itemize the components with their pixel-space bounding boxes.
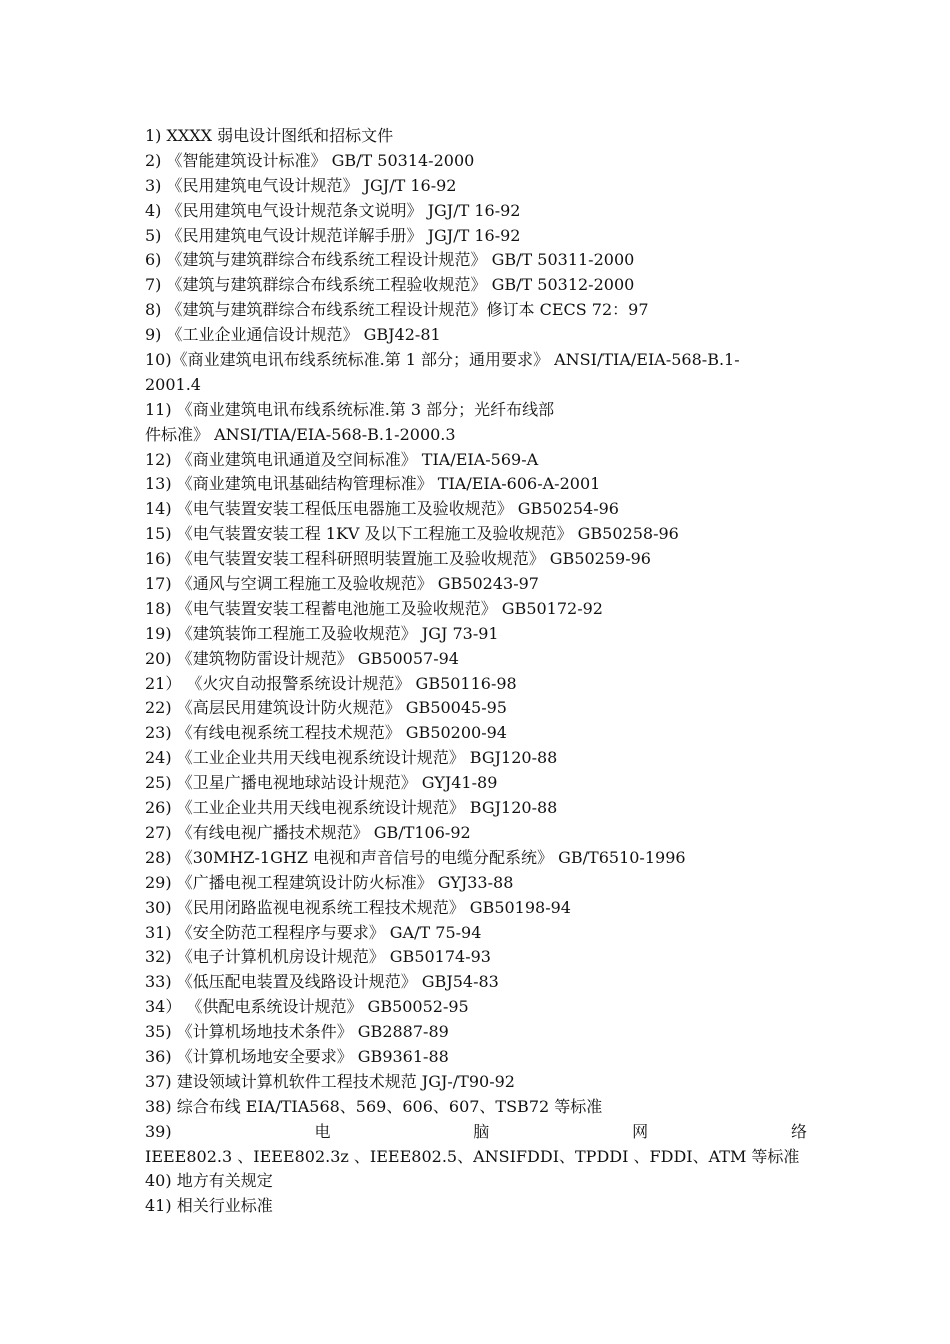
list-item: 40) 地方有关规定 (145, 1171, 273, 1191)
list-item: 11) 《商业建筑电讯布线系统标准.第 3 部分；光纤布线部 (145, 399, 555, 419)
list-item: 6) 《建筑与建筑群综合布线系统工程设计规范》 GB/T 50311-2000 (145, 250, 635, 270)
list-item: 15) 《电气装置安装工程 1KV 及以下工程施工及验收规范》 GB50258-96 (145, 524, 679, 544)
list-item-word: 脑 (473, 1121, 490, 1141)
standards-list (145, 124, 807, 1219)
list-item: 4) 《民用建筑电气设计规范条文说明》 JGJ/T 16-92 (145, 200, 521, 220)
list-item: 14) 《电气装置安装工程低压电器施工及验收规范》 GB50254-96 (145, 499, 619, 519)
list-item: 31) 《安全防范工程程序与要求》 GA/T 75-94 (145, 922, 482, 942)
list-item: 41) 相关行业标准 (145, 1196, 273, 1216)
list-item: 8) 《建筑与建筑群综合布线系统工程设计规范》修订本 CECS 72：97 (145, 300, 649, 320)
list-item: 26) 《工业企业共用天线电视系统设计规范》 BGJ120-88 (145, 798, 558, 818)
list-item: 37) 建设领域计算机软件工程技术规范 JGJ-/T90-92 (145, 1071, 515, 1091)
list-item: 38) 综合布线 EIA/TIA568、569、606、607、TSB72 等标准 (145, 1096, 603, 1116)
list-item-word: 络 (790, 1121, 807, 1141)
list-item: 35) 《计算机场地技术条件》 GB2887-89 (145, 1022, 449, 1042)
list-item: 18) 《电气装置安装工程蓄电池施工及验收规范》 GB50172-92 (145, 598, 603, 618)
list-item: 2) 《智能建筑设计标准》 GB/T 50314-2000 (145, 150, 475, 170)
list-item: 30) 《民用闭路监视电视系统工程技术规范》 GB50198-94 (145, 897, 571, 917)
list-item: 22) 《高层民用建筑设计防火规范》 GB50045-95 (145, 698, 507, 718)
list-item: 27) 《有线电视广播技术规范》 GB/T106-92 (145, 822, 471, 842)
list-item: 9) 《工业企业通信设计规范》 GBJ42-81 (145, 325, 441, 345)
list-item: 28) 《30MHZ-1GHZ 电视和声音信号的电缆分配系统》 GB/T6510-1996 (145, 847, 686, 867)
list-item: 3) 《民用建筑电气设计规范》 JGJ/T 16-92 (145, 175, 457, 195)
list-item-word: 网 (632, 1121, 649, 1141)
list-item: 5) 《民用建筑电气设计规范详解手册》 JGJ/T 16-92 (145, 225, 521, 245)
list-item: 29) 《广播电视工程建筑设计防火标准》 GYJ33-88 (145, 872, 514, 892)
list-item-continuation: 2001.4 (145, 374, 201, 394)
list-item: 19) 《建筑装饰工程施工及验收规范》 JGJ 73-91 (145, 623, 499, 643)
list-item: 1) XXXX 弱电设计图纸和招标文件 (145, 126, 394, 145)
list-item-number: 39) (145, 1121, 172, 1141)
list-item: 12) 《商业建筑电讯通道及空间标准》 TIA/EIA-569-A (145, 449, 539, 469)
list-item: 23) 《有线电视系统工程技术规范》 GB50200-94 (145, 723, 507, 743)
list-item: 24) 《工业企业共用天线电视系统设计规范》 BGJ120-88 (145, 748, 558, 768)
list-item: 32) 《电子计算机机房设计规范》 GB50174-93 (145, 947, 491, 967)
list-item: 16) 《电气装置安装工程科研照明装置施工及验收规范》 GB50259-96 (145, 549, 651, 569)
list-item: 36) 《计算机场地安全要求》 GB9361-88 (145, 1046, 449, 1066)
list-item: 17) 《通风与空调工程施工及验收规范》 GB50243-97 (145, 574, 539, 594)
list-item: 20) 《建筑物防雷设计规范》 GB50057-94 (145, 648, 459, 668)
list-item-continuation: 件标准》 ANSI/TIA/EIA-568-B.1-2000.3 (145, 424, 456, 444)
list-item: 25) 《卫星广播电视地球站设计规范》 GYJ41-89 (145, 773, 498, 793)
list-item: 7) 《建筑与建筑群综合布线系统工程验收规范》 GB/T 50312-2000 (145, 275, 635, 295)
list-item: 33) 《低压配电装置及线路设计规范》 GBJ54-83 (145, 972, 499, 992)
list-item: 34） 《供配电系统设计规范》 GB50052-95 (145, 997, 469, 1017)
list-item-continuation: IEEE802.3 、IEEE802.3z 、IEEE802.5、ANSIFDDI、TPDDI 、FDDI、ATM 等标准 (145, 1146, 800, 1166)
list-item: 10)《商业建筑电讯布线系统标准.第 1 部分；通用要求》 ANSI/TIA/EIA-568-B.1- (145, 350, 740, 370)
list-item: 21） 《火灾自动报警系统设计规范》 GB50116-98 (145, 673, 517, 693)
list-item: 13) 《商业建筑电讯基础结构管理标准》 TIA/EIA-606-A-2001 (145, 474, 601, 494)
list-item-word: 电 (314, 1121, 331, 1141)
list-item-39 (145, 1120, 807, 1145)
